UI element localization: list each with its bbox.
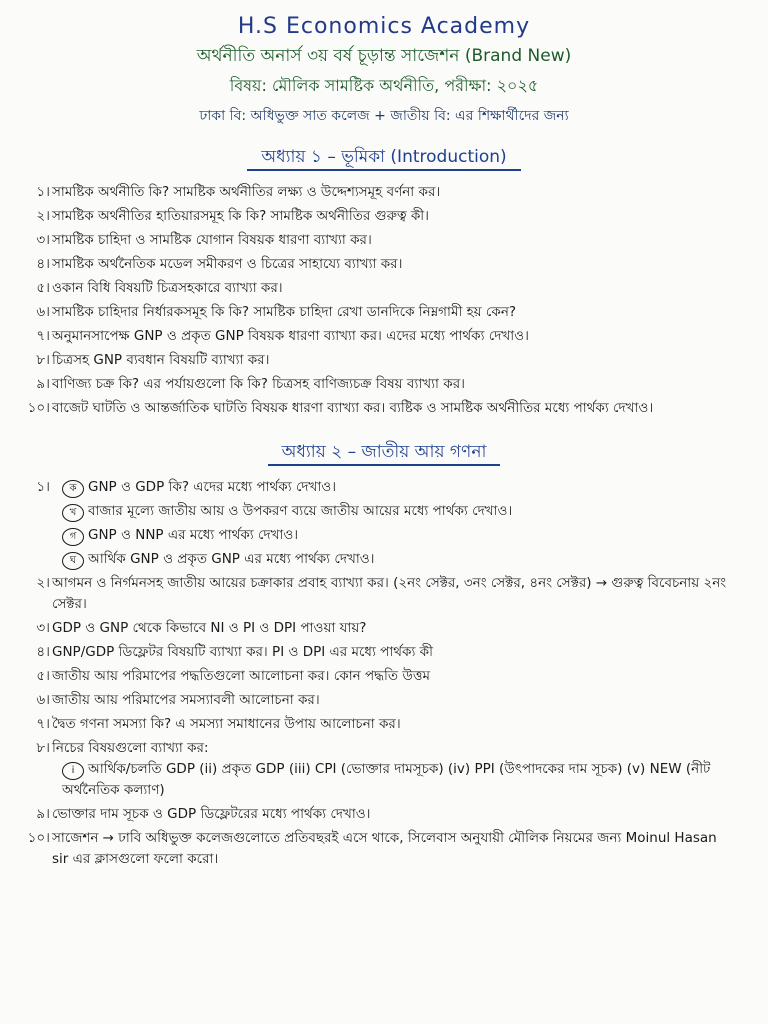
sub-question-text: আর্থিক/চলতি GDP (ii) প্রকৃত GDP (iii) CPI (ভোক্তার দামসূচক) (iv) PPI (উৎপাদকের দাম সূচক) (v) NEW (নীট অর্থনৈতিক কল্যাণ) [62, 761, 711, 798]
question-item [36, 278, 734, 299]
sub-question-text: আর্থিক GNP ও প্রকৃত GNP এর মধ্যে পার্থক্য দেখাও। [88, 551, 375, 567]
question-text: সামষ্টিক অর্থনীতি কি? সামষ্টিক অর্থনীতির লক্ষ্য ও উদ্দেশ্যসমূহ বর্ণনা কর। [52, 184, 441, 200]
question-item [36, 254, 734, 275]
question-item [36, 350, 734, 371]
sub-question-marker: i [62, 762, 84, 780]
question-item [36, 374, 734, 395]
question-item [36, 804, 734, 825]
sub-question-marker: খ [62, 504, 84, 522]
question-item [36, 477, 734, 570]
question-item [36, 642, 734, 663]
question-text: চিত্রসহ GNP ব্যবধান বিষয়টি ব্যাখ্যা কর। [52, 352, 270, 368]
chapter-2-heading [0, 439, 768, 467]
sub-question [62, 501, 734, 522]
subject-line: বিষয়: মৌলিক সামষ্টিক অর্থনীতি, পরীক্ষা: ২০২৫ [229, 76, 539, 95]
sub-question [62, 525, 734, 546]
question-text: সামষ্টিক চাহিদা ও সামষ্টিক যোগান বিষয়ক ধারণা ব্যাখ্যা কর। [52, 232, 372, 248]
question-text: আগমন ও নির্গমনসহ জাতীয় আয়ের চক্রাকার প্রবাহ ব্যাখ্যা কর। (২নং সেক্টর, ৩নং সেক্টর, ৪নং সেক্টর) → গুরুত্ব বিবেচনায় ২নং সেক্টর। [52, 575, 727, 612]
question-text: নিচের বিষয়গুলো ব্যাখ্যা কর: [52, 740, 209, 756]
question-number: ১। [36, 479, 50, 495]
question-text: অনুমানসাপেক্ষ GNP ও প্রকৃত GNP বিষয়ক ধারণা ব্যাখ্যা কর। এদের মধ্যে পার্থক্য দেখাও। [52, 328, 529, 344]
question-text: ভোক্তার দাম সূচক ও GDP ডিফ্লেটরের মধ্যে পার্থক্য দেখাও। [52, 806, 371, 822]
chapter-1-questions [0, 182, 768, 419]
question-item [36, 182, 734, 203]
question-text: সাজেশন → ঢাবি অধিভুক্ত কলেজগুলোতে প্রতিবছরই এসে থাকে, সিলেবাস অনুযায়ী মৌলিক নিয়মের জন্য Moinul Hasan sir এর ক্লাসগুলো ফলো করো। [52, 830, 717, 867]
question-number: ৭। [36, 328, 50, 344]
question-number: ৯। [36, 806, 50, 822]
question-item [36, 618, 734, 639]
question-item [36, 573, 734, 615]
question-item [36, 326, 734, 347]
chapter-2-title: অধ্যায় ২ – জাতীয় আয় গণনা [268, 442, 501, 466]
sub-question-text: বাজার মূল্যে জাতীয় আয় ও উপকরণ ব্যয়ে জাতীয় আয়ের মধ্যে পার্থক্য দেখাও। [88, 503, 513, 519]
question-number: ২। [36, 208, 50, 224]
sub-question [62, 549, 734, 570]
question-text: দ্বৈত গণনা সমস্যা কি? এ সমস্যা সমাধানের উপায় আলোচনা কর। [52, 716, 401, 732]
question-number: ৩। [36, 232, 50, 248]
question-text: জাতীয় আয় পরিমাপের সমস্যাবলী আলোচনা কর। [52, 692, 320, 708]
question-item [36, 714, 734, 735]
question-number: ১০। [27, 830, 50, 846]
question-item [27, 398, 734, 419]
chapter-2-questions [0, 477, 768, 870]
sub-question-list [52, 759, 734, 801]
question-text: বাণিজ্য চক্র কি? এর পর্যায়গুলো কি কি? চিত্রসহ বাণিজ্যচক্র বিষয় ব্যাখ্যা কর। [52, 376, 465, 392]
question-number: ৬। [36, 304, 50, 320]
sub-question-marker: ক [62, 480, 84, 498]
question-number: ১। [36, 184, 50, 200]
question-number: ৬। [36, 692, 50, 708]
sub-question-text: GNP ও NNP এর মধ্যে পার্থক্য দেখাও। [88, 527, 299, 543]
question-number: ৮। [36, 740, 50, 756]
question-text: সামষ্টিক অর্থনৈতিক মডেল সমীকরণ ও চিত্রের সাহায্যে ব্যাখ্যা কর। [52, 256, 403, 272]
sub-question-marker: ঘ [62, 552, 84, 570]
question-number: ৮। [36, 352, 50, 368]
sub-question-list [52, 477, 734, 570]
question-item [36, 230, 734, 251]
sub-question-text: GNP ও GDP কি? এদের মধ্যে পার্থক্য দেখাও। [88, 479, 337, 495]
question-number: ২। [36, 575, 50, 591]
question-number: ৩। [36, 620, 50, 636]
academy-title: H.S Economics Academy [237, 14, 531, 39]
question-number: ৫। [36, 280, 50, 296]
audience-line: ঢাকা বি: অধিভুক্ত সাত কলেজ + জাতীয় বি: এর শিক্ষার্থীদের জন্য [199, 108, 569, 124]
question-number: ৫। [36, 668, 50, 684]
question-text: GDP ও GNP থেকে কিভাবে NI ও PI ও DPI পাওয়া যায়? [52, 620, 367, 636]
sub-question [62, 759, 734, 801]
chapter-1-heading [0, 144, 768, 172]
sub-question-marker: গ [62, 528, 84, 546]
question-text: সামষ্টিক অর্থনীতির হাতিয়ারসমূহ কি কি? সামষ্টিক অর্থনীতির গুরুত্ব কী। [52, 208, 429, 224]
question-number: ৭। [36, 716, 50, 732]
chapter-1-title: অধ্যায় ১ – ভূমিকা (Introduction) [247, 147, 520, 171]
sub-question [62, 477, 734, 498]
question-item [27, 828, 734, 870]
question-number: ৪। [36, 644, 50, 660]
question-item [36, 738, 734, 801]
question-item [36, 690, 734, 711]
question-text: বাজেট ঘাটতি ও আন্তর্জাতিক ঘাটতি বিষয়ক ধারণা ব্যাখ্যা কর। ব্যষ্টিক ও সামষ্টিক অর্থনীতির মধ্যে পার্থক্য দেখাও। [52, 400, 654, 416]
header [0, 0, 768, 128]
question-text: জাতীয় আয় পরিমাপের পদ্ধতিগুলো আলোচনা কর। কোন পদ্ধতি উত্তম [52, 668, 430, 684]
question-number: ১০। [27, 400, 50, 416]
question-text: ওকান বিধি বিষয়টি চিত্রসহকারে ব্যাখ্যা কর। [52, 280, 283, 296]
question-item [36, 206, 734, 227]
question-number: ৯। [36, 376, 50, 392]
suggestion-title: অর্থনীতি অনার্স ৩য় বর্ষ চূড়ান্ত সাজেশন (Brand New) [196, 46, 572, 66]
question-item [36, 302, 734, 323]
question-text: সামষ্টিক চাহিদার নির্ধারকসমূহ কি কি? সামষ্টিক চাহিদা রেখা ডানদিকে নিম্নগামী হয় কেন? [52, 304, 517, 320]
question-number: ৪। [36, 256, 50, 272]
question-item [36, 666, 734, 687]
question-text: GNP/GDP ডিফ্লেটর বিষয়টি ব্যাখ্যা কর। PI ও DPI এর মধ্যে পার্থক্য কী [52, 644, 433, 660]
